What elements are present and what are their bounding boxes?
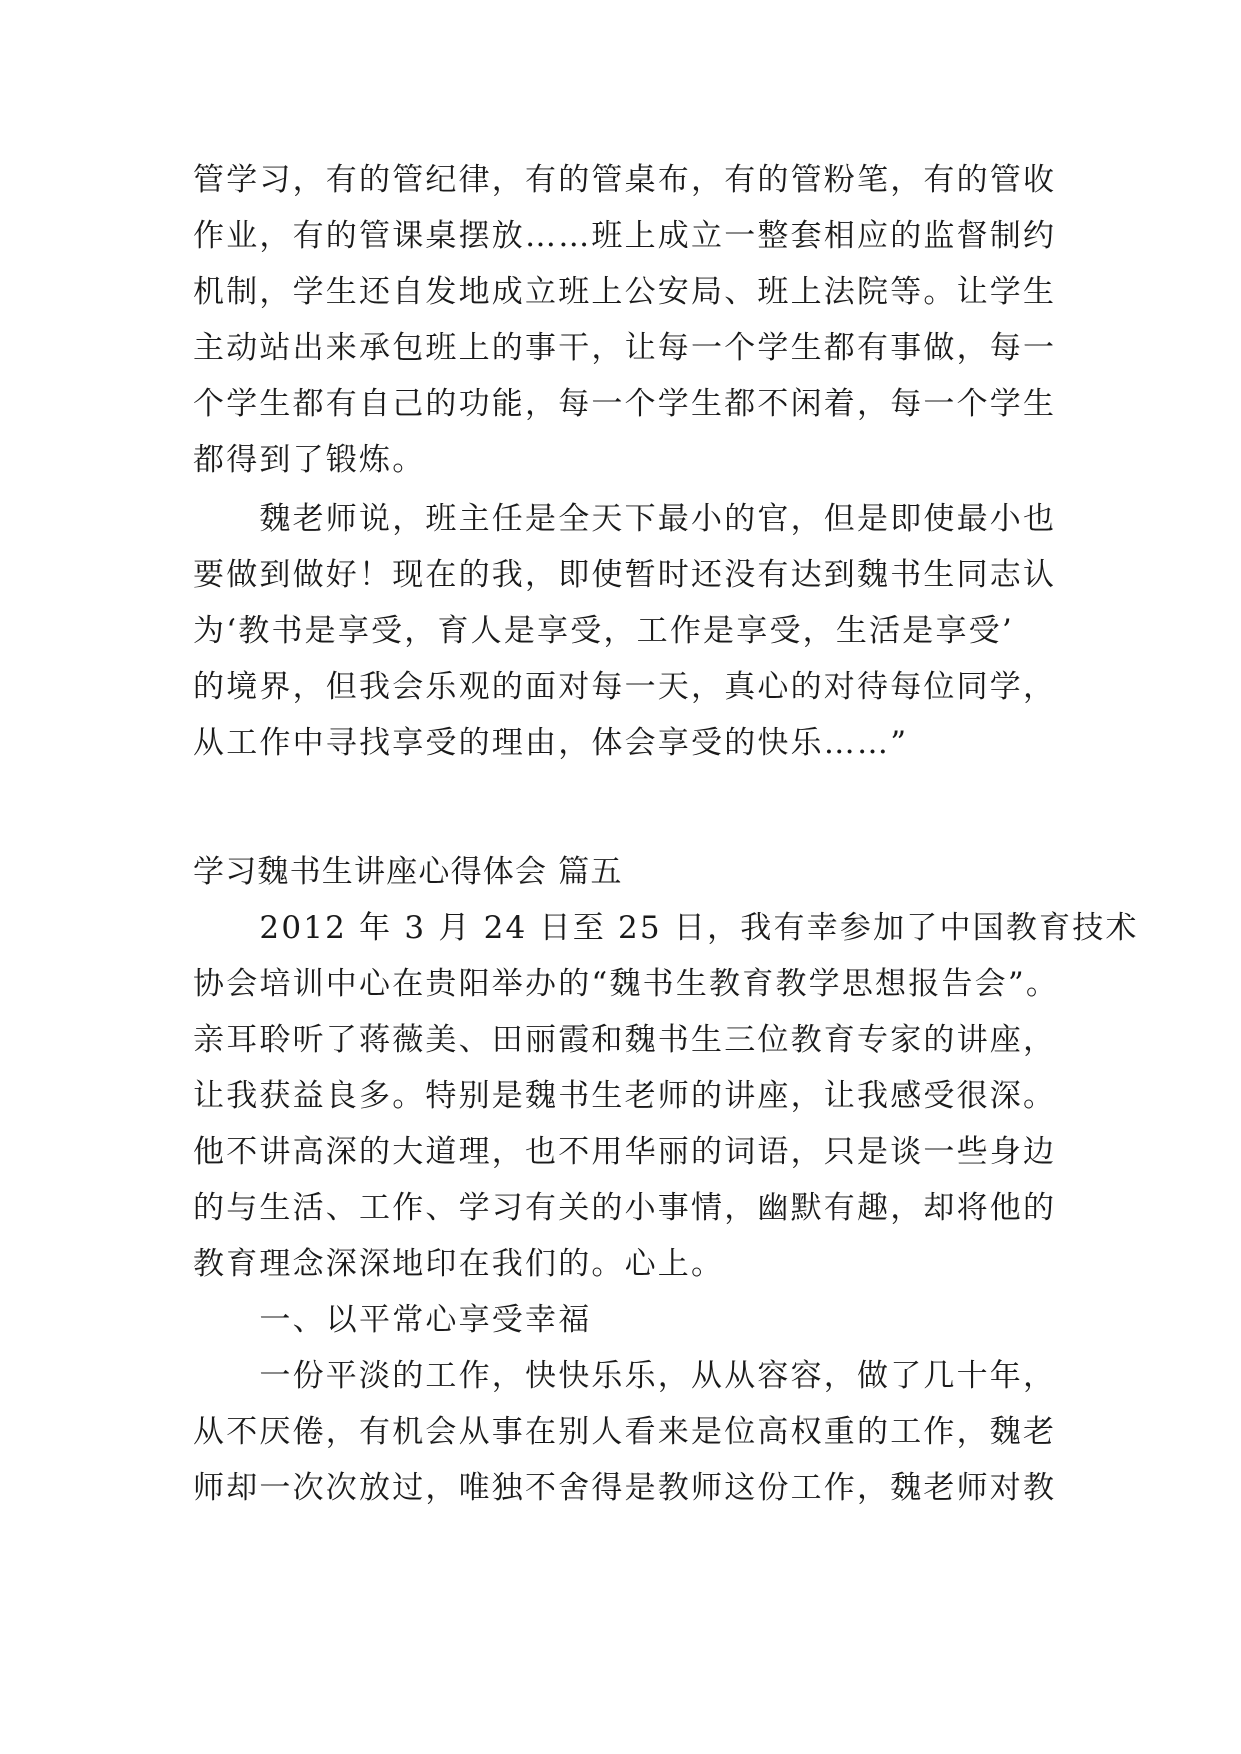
section-line: 亲耳聆听了蒋薇美、田丽霞和魏书生三位教育专家的讲座， bbox=[193, 1022, 1057, 1058]
section-line: 师却一次次放过，唯独不舍得是教师这份工作，魏老师对教 bbox=[193, 1470, 1057, 1506]
paragraph-line: 管学习，有的管纪律，有的管桌布，有的管粉笔，有的管收 bbox=[193, 162, 1057, 198]
paragraph-line: 个学生都有自己的功能，每一个学生都不闲着，每一个学生 bbox=[193, 386, 1057, 422]
subheading-line: 一、以平常心享受幸福 bbox=[193, 1302, 592, 1338]
paragraph-line: 主动站出来承包班上的事干，让每一个学生都有事做，每一 bbox=[193, 330, 1057, 366]
paragraph-line: 的境界，但我会乐观的面对每一天，真心的对待每位同学， bbox=[193, 669, 1057, 705]
section-title: 学习魏书生讲座心得体会 篇五 bbox=[193, 854, 623, 890]
section-line: 让我获益良多。特别是魏书生老师的讲座，让我感受很深。 bbox=[193, 1078, 1057, 1114]
section-line: 教育理念深深地印在我们的。心上。 bbox=[193, 1246, 725, 1282]
paragraph-line: 从工作中寻找享受的理由，体会享受的快乐……” bbox=[193, 725, 909, 761]
paragraph-line: 机制，学生还自发地成立班上公安局、班上法院等。让学生 bbox=[193, 274, 1057, 310]
section-line: 协会培训中心在贵阳举办的“魏书生教育教学思想报告会”。 bbox=[193, 966, 1060, 1002]
section-line: 2012 年 3 月 24 日至 25 日，我有幸参加了中国教育技术 bbox=[193, 910, 1139, 946]
section-line: 的与生活、工作、学习有关的小事情，幽默有趣，却将他的 bbox=[193, 1190, 1057, 1226]
paragraph-line: 都得到了锻炼。 bbox=[193, 442, 426, 478]
paragraph-line: 魏老师说，班主任是全天下最小的官，但是即使最小也 bbox=[193, 501, 1057, 537]
paragraph-line: 作业，有的管课桌摆放……班上成立一整套相应的监督制约 bbox=[193, 218, 1057, 254]
section-line: 一份平淡的工作，快快乐乐，从从容容，做了几十年， bbox=[193, 1358, 1057, 1394]
paragraph-line: 为‘教书是享受，育人是享受，工作是享受，生活是享受’ bbox=[193, 613, 1014, 649]
section-line: 从不厌倦，有机会从事在别人看来是位高权重的工作，魏老 bbox=[193, 1414, 1057, 1450]
section-line: 他不讲高深的大道理，也不用华丽的词语，只是谈一些身边 bbox=[193, 1134, 1057, 1170]
paragraph-line: 要做到做好！现在的我，即使暂时还没有达到魏书生同志认 bbox=[193, 557, 1057, 593]
